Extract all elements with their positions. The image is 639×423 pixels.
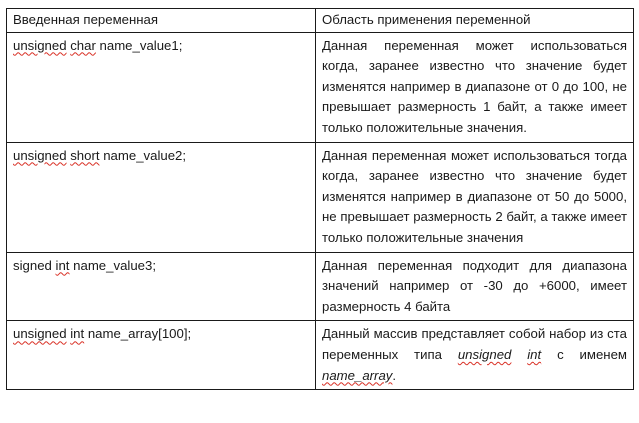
variables-table bbox=[6, 8, 634, 390]
header-variable: Введенная переменная bbox=[7, 9, 316, 33]
var-name: name_value2; bbox=[103, 147, 187, 163]
usage-text: Данный массив представляет собой набор из ста переменных типа bbox=[322, 326, 627, 362]
var-keyword: unsigned bbox=[13, 326, 67, 342]
variable-cell bbox=[7, 321, 316, 390]
var-keyword: unsigned bbox=[13, 147, 67, 163]
var-type: char bbox=[70, 37, 96, 53]
table-header-row bbox=[7, 9, 634, 33]
usage-cell: Данная переменная может использоваться тогда когда, заранее известно что значение будет изменятся например в диапазоне от 50 до 5000, не превышает размерность 2 байт, а также имеет только положительные значения bbox=[316, 142, 634, 252]
table-row bbox=[7, 321, 634, 390]
variables-table-container bbox=[6, 8, 633, 390]
table-row bbox=[7, 32, 634, 142]
var-name: name_value1; bbox=[99, 37, 183, 53]
usage-keyword: unsigned bbox=[457, 346, 512, 362]
variable-cell bbox=[7, 32, 316, 142]
usage-cell bbox=[316, 321, 634, 390]
var-keyword: signed bbox=[13, 257, 52, 273]
usage-array-name: name_array bbox=[322, 367, 393, 383]
variable-cell bbox=[7, 142, 316, 252]
table-row bbox=[7, 252, 634, 321]
usage-cell: Данная переменная подходит для диапазона значений например от -30 до +6000, имеет размерность 4 байта bbox=[316, 252, 634, 321]
usage-text: с именем bbox=[541, 346, 627, 362]
var-type: short bbox=[70, 147, 100, 163]
var-type: int bbox=[70, 326, 85, 342]
var-keyword: unsigned bbox=[13, 37, 67, 53]
var-name: name_value3; bbox=[73, 257, 157, 273]
var-type: int bbox=[55, 257, 70, 273]
header-usage: Область применения переменной bbox=[316, 9, 634, 33]
var-name: name_array[100]; bbox=[87, 326, 192, 342]
table-row bbox=[7, 142, 634, 252]
usage-type: int bbox=[527, 346, 542, 362]
usage-cell: Данная переменная может использоваться когда, заранее известно что значение будет изменятся например в диапазоне от 0 до 100, не превышает размерность 1 байт, а также имеет только положительные значения. bbox=[316, 32, 634, 142]
variable-cell bbox=[7, 252, 316, 321]
usage-text: . bbox=[392, 367, 397, 383]
